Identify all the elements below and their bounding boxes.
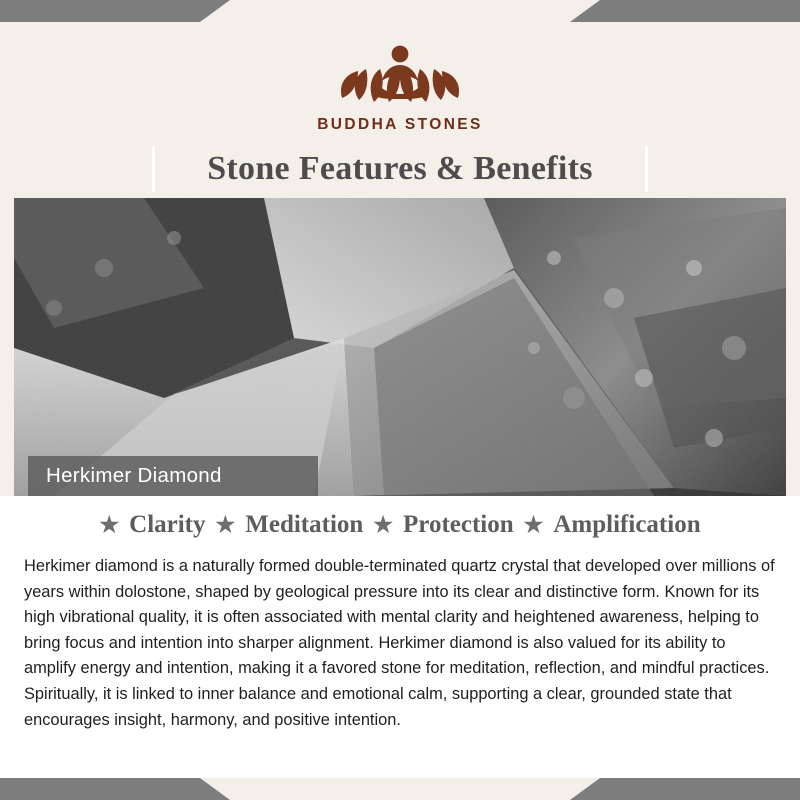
keyword-list (22, 496, 778, 554)
lotus-meditation-figure-icon (310, 36, 490, 114)
keyword-clarity: Clarity (129, 511, 206, 538)
star-icon: ★ (373, 512, 394, 537)
keyword-protection: Protection (403, 511, 514, 538)
brand-name: BUDDHA STONES (317, 116, 483, 133)
content-section (0, 496, 800, 778)
herkimer-diamond-crystal-photo (14, 198, 786, 496)
star-icon: ★ (215, 512, 236, 537)
star-icon: ★ (523, 512, 544, 537)
corner-accent-bottom-right (570, 778, 800, 800)
description-paragraph: Herkimer diamond is a naturally formed double-terminated quartz crystal that developed over millions of years within dolostone, shaped by geological pressure into its clear and distinctive form. Known for its high vibrational quality, it is often associated with mental clarity and heightened awareness, helping to bring focus and intention into sharper alignment. Herkimer diamond is also valued for its ability to amplify energy and intention, making it a favored stone for meditation, reflection, and mindful practices. Spiritually, it is linked to inner balance and emotional calm, supporting a clear, grounded state that encourages insight, harmony, and positive intention. (24, 557, 775, 729)
corner-accent-top-right (570, 0, 800, 22)
stone-name-label: Herkimer Diamond (28, 456, 318, 496)
keyword-amplification: Amplification (553, 511, 701, 538)
keyword-meditation: Meditation (245, 511, 364, 538)
corner-accent-top-left (0, 0, 230, 22)
page-title: Stone Features & Benefits (207, 150, 593, 187)
corner-accent-bottom-left (0, 778, 230, 800)
hero-image (14, 198, 786, 496)
star-icon: ★ (99, 512, 120, 537)
brand-header (0, 22, 800, 140)
title-band (0, 140, 800, 198)
